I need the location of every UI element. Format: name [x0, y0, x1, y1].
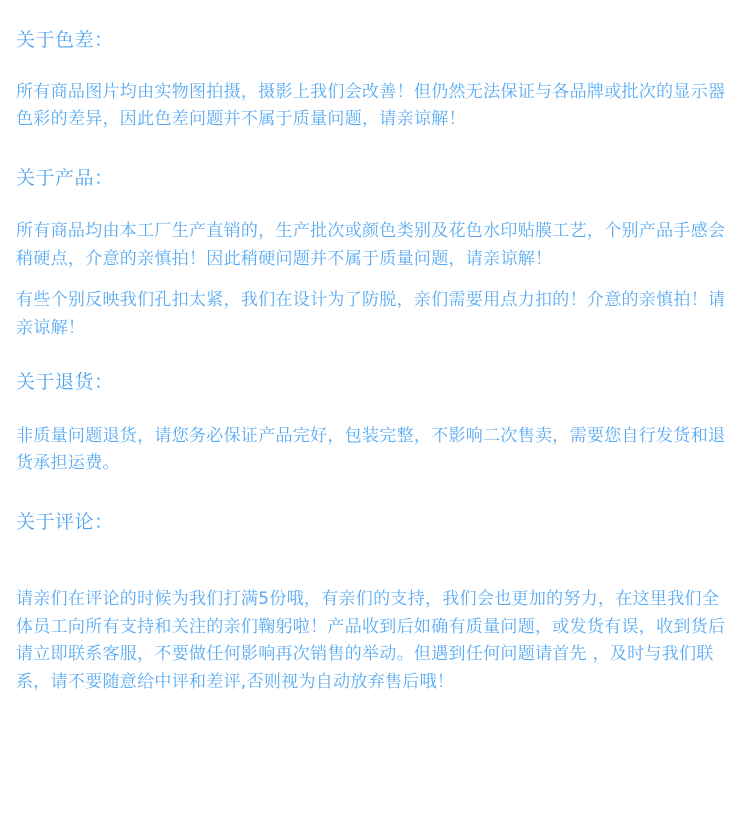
section-paragraph-review: 请亲们在评论的时候为我们打满5份哦，有亲们的支持，我们会也更加的努力，在这里我们全体员工向所有支持和关注的亲们鞠躬啦！产品收到后如确有质量问题，或发货有误，收到货后请立即联系客服，不要做任何影响再次销售的举动。但遇到任何问题请首先 ，及时与我们联系，请不要随意给中评和差评,否则视为自动放弃售后哦！ [16, 589, 726, 692]
section-paragraph-product-2: 有些个别反映我们孔扣太紧，我们在设计为了防脱，亲们需要用点力扣的！介意的亲慎拍！请亲谅解！ [16, 290, 726, 338]
section-paragraph-color-difference: 所有商品图片均由实物图拍摄，摄影上我们会改善！但仍然无法保证与各品牌或批次的显示器色彩的差异，因此色差问题并不属于质量问题，请亲谅解！ [16, 81, 726, 130]
section-product [0, 164, 750, 343]
section-heading-return: 关于退货： [16, 371, 114, 394]
section-heading-color-difference: 关于色差： [16, 29, 114, 51]
section-heading-review: 关于评论： [16, 510, 114, 533]
section-return [0, 368, 750, 478]
section-color-difference [0, 26, 750, 134]
section-paragraph-return: 非质量问题退货，请您务必保证产品完好，包装完整，不影响二次售卖，需要您自行发货和退货承担运费。 [16, 425, 726, 474]
section-paragraph-product-1: 所有商品均由本工厂生产直销的，生产批次或颜色类别及花色水印贴膜工艺，个别产品手感会稍硬点，介意的亲慎拍！因此稍硬问题并不属于质量问题，请亲谅解！ [16, 221, 726, 269]
section-review [0, 508, 750, 697]
document-page [0, 26, 750, 826]
section-heading-product: 关于产品： [16, 166, 114, 189]
